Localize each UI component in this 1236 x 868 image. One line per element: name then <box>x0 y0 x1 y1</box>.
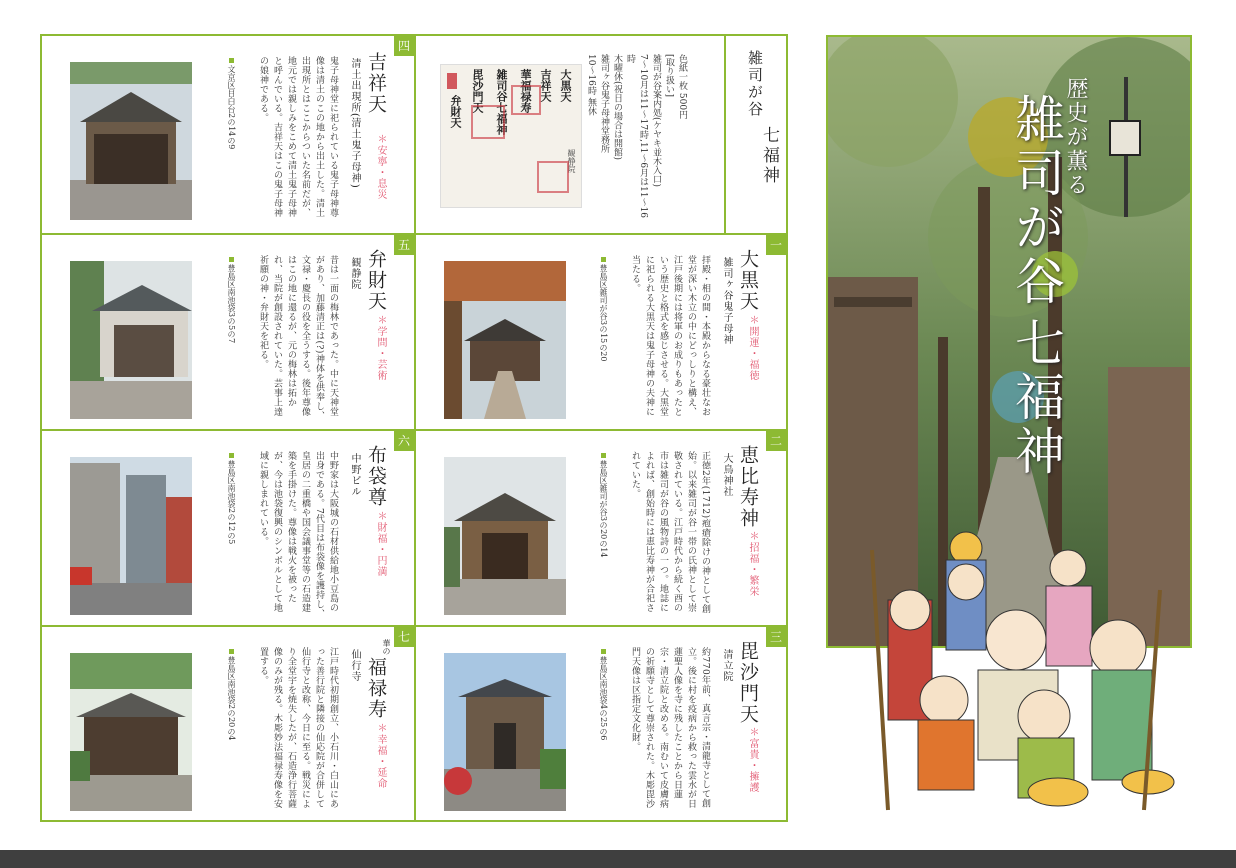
temple-name: 観静院 <box>349 257 360 290</box>
stamp-text: 観静院 <box>567 149 576 173</box>
header-line2: 七福神 <box>759 126 779 186</box>
photo-kanjoin <box>70 261 192 419</box>
description: 正徳2年(1712)疱瘡除けの神として創始。以来雑司が谷一帯の氏神として崇敬されている。江戸時代から続く酉の市は雑司が谷の風物詩の一つ。地誌によれば、創始時には恵比寿神が合祀されていた。 <box>630 451 710 614</box>
benefit-text: ＊学問・芸術 <box>375 315 386 381</box>
address: 豊島区南池袋2の20の4 <box>226 649 236 819</box>
stamp-text: 大黒天 <box>559 69 572 102</box>
description: 中野家は大阪城の石材供給地小豆島の出身である。7代目は布袋像を護持し、皇居の二重橋や国会議事堂等の石造建築を手掛けた。尊像は戦火を被ったが、今は池袋復興のシンボルとして地域に親しまれている。 <box>258 451 338 619</box>
guide-header <box>724 36 786 233</box>
bottom-bar <box>0 850 1236 868</box>
benefit-text: ＊安寧・息災 <box>375 134 386 200</box>
benefit-text: ＊招福・繁栄 <box>747 531 758 597</box>
description: 江戸時代初期創立、小石川・白山にあった善行院と隣接の仙応院が合併して仙行寺と改称、今日に至る。戦災により全堂宇を焼失したが、石造浄行菩薩像のみが残る。木彫妙法福禄寿像を安置する。 <box>258 647 338 809</box>
description: 昔は一面の梅林であった。中に天神堂があり、加藤清正は(?)神体を供奉し、文禄・慶長の役を全うする。後年尊像はこの地に還るが、元の梅林は拓かれ、当院が創設されていた。芸事上達祈願の神・弁財天を祀る。 <box>258 255 338 421</box>
goshuin-place2: 雑司ヶ谷鬼子母神堂務所 <box>599 54 609 153</box>
address: 文京区目白台2の14の9 <box>226 58 236 228</box>
temple-name: 雑司ヶ谷鬼子母神 <box>721 257 732 345</box>
red-seal-icon <box>511 85 541 115</box>
stamp-text: 毘沙門天 <box>471 69 484 113</box>
deity-name: 布袋尊 <box>365 445 387 508</box>
cell-number: 二 <box>766 431 786 451</box>
stamp-text: 雑司谷七福神 <box>495 69 508 135</box>
cell-kisshoten <box>42 36 414 233</box>
address: 豊島区南池袋2の12の5 <box>226 453 236 623</box>
temple-name: 中野ビル <box>349 453 360 497</box>
goshuin-handling: [取り扱い] <box>664 54 674 98</box>
cover-title-line2: 七福神 <box>1007 317 1065 479</box>
photo-sengyoji <box>70 653 192 811</box>
stamp-text: 弁財天 <box>449 95 462 128</box>
address: 豊島区南池袋3の5の7 <box>226 257 236 427</box>
goshuin-place2-hours: 10〜16時 無休 <box>586 54 596 116</box>
seven-lucky-gods-illustration <box>848 520 1178 820</box>
cell-number: 一 <box>766 235 786 255</box>
goshuin-stamp-sheet <box>440 64 582 208</box>
cell-ebisu <box>416 431 786 625</box>
deity-name: 弁財天 <box>365 249 387 312</box>
photo-otori-shrine <box>444 457 566 615</box>
deity-name: 福禄寿 <box>365 657 387 720</box>
goshuin-info <box>584 54 688 224</box>
goshuin-price: 色紙一枚 500円 <box>677 54 687 120</box>
benefit-text: ＊財福・円満 <box>375 511 386 577</box>
cover-tagline: 歴史が薫る <box>1063 77 1088 197</box>
benefit-text: ＊開運・福徳 <box>747 315 758 381</box>
description: 約770年前、真言宗・清龍寺として創立。後に村を疫病から救った雲水が日蓮聖人像を寺に残したことから日蓮宗・清立院と改める。南むいて皮膚病の祈願寺として尊崇された。木彫毘沙門天像は区指定文化財。 <box>630 647 710 809</box>
guide-grid <box>40 34 788 822</box>
cell-bishamonten <box>416 627 786 820</box>
name-prefix: 華の <box>382 639 391 655</box>
stamp-text: 吉祥天 <box>539 69 552 102</box>
benefit-text: ＊幸福・延命 <box>375 723 386 789</box>
cell-number: 七 <box>394 627 414 647</box>
red-seal-icon <box>537 161 569 193</box>
cell-number: 五 <box>394 235 414 255</box>
cover-title-line1: 雑司が谷 <box>1007 93 1065 309</box>
photo-kishimojin <box>444 261 566 419</box>
temple-name: 大鳥神社 <box>721 453 732 497</box>
goshuin-place1: 雑司が谷案内処(ケヤキ並木入口) <box>651 54 661 188</box>
address: 豊島区雑司が谷3の15の20 <box>598 257 608 427</box>
cell-fukurokuju <box>42 627 414 820</box>
header-line1: 雑司が谷 <box>746 50 764 118</box>
deity-name: 恵比寿神 <box>737 445 759 529</box>
photo-kiyoto-shrine <box>70 62 192 220</box>
photo-seiryuin <box>444 653 566 811</box>
cell-number: 六 <box>394 431 414 451</box>
cell-goshuin <box>416 36 786 233</box>
red-seal-icon <box>447 73 457 89</box>
description: 拝殿・相の間・本殿からなる豪壮なお堂が深い木立の中にどっしりと構え、江戸後期には将軍のお成りもあったという歴史と格式を感じさせる。大黒堂に祀られる大黒天は鬼子母神の夫神に当たる。 <box>630 255 710 417</box>
temple-name: 仙行寺 <box>349 649 360 682</box>
deity-name: 大黒天 <box>737 249 759 312</box>
address: 豊島区雑司が谷3の20の14 <box>598 453 608 623</box>
photo-nakano-building <box>70 457 192 615</box>
goshuin-place1-closed: 木曜休(祝日の場合は開館) <box>612 54 622 161</box>
temple-name: 清立院 <box>721 649 732 682</box>
cell-daikokuten <box>416 235 786 429</box>
address: 豊島区南池袋4の25の6 <box>598 649 608 819</box>
goshuin-place1-hours: 7〜10月は11〜17時,11〜6月は11〜16時 <box>625 54 648 219</box>
stamp-text: 華福禄寿 <box>519 69 532 113</box>
cell-number: 三 <box>766 627 786 647</box>
cell-number: 四 <box>394 36 414 56</box>
cell-hoteison <box>42 431 414 625</box>
deity-name: 毘沙門天 <box>737 641 759 725</box>
benefit-text: ＊富貴・擁護 <box>747 727 758 793</box>
temple-name: 清土出現所(清土鬼子母神) <box>349 58 360 189</box>
cell-benzaiten <box>42 235 414 429</box>
red-seal-icon <box>471 105 505 139</box>
description: 鬼子母神堂に祀られている鬼子母神尊像は清土のこの地から出土した。清土出現所とはここからついた名前だが、地元では親しみをこめて清土鬼子母神と呼んでいる。吉祥天はこの鬼子母神の娘神である。 <box>258 56 338 218</box>
deity-name: 吉祥天 <box>365 52 387 115</box>
